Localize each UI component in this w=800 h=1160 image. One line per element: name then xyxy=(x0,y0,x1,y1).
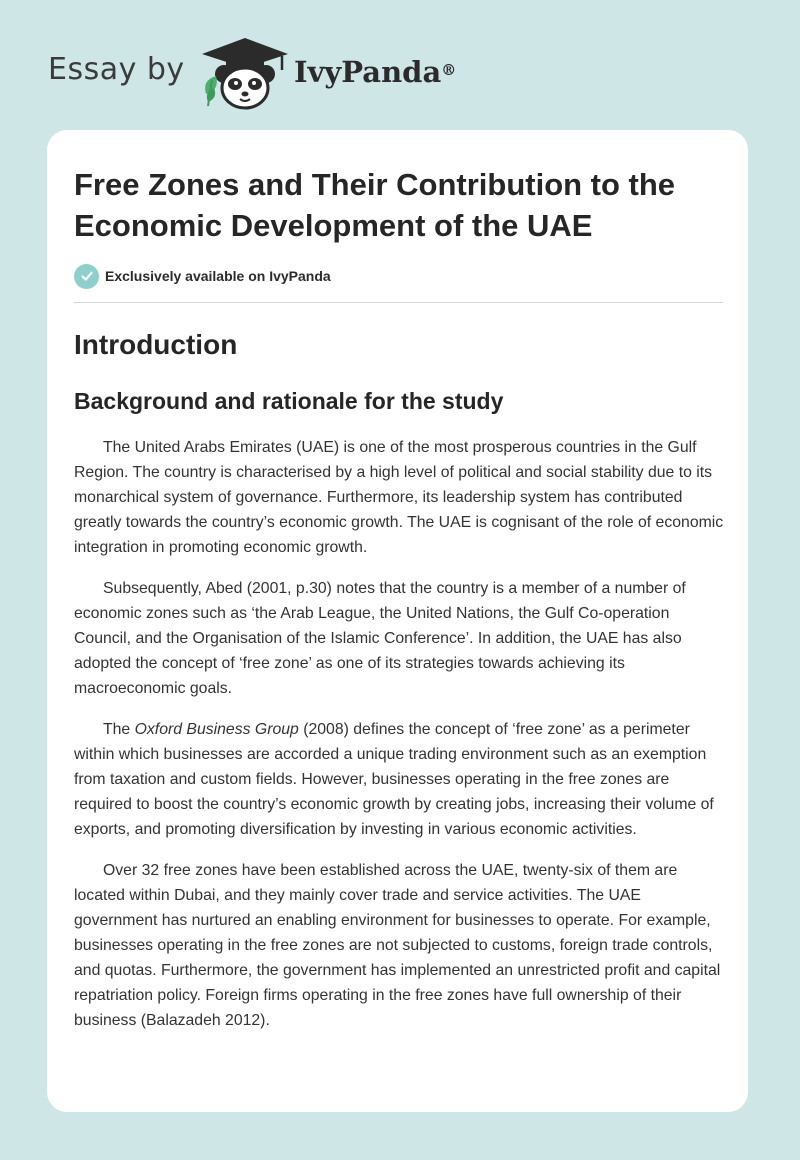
article-card xyxy=(47,130,748,1112)
paragraph-3-rest: (2008) defines the concept of ‘free zone’ as a perimeter within which businesses are accorded a unique trading environment such as an exemption from taxation and custom fields. However, businesses operating in the free zones are required to boost the country’s economic growth by creating jobs, increasing their volume of exports, and promoting diversification by investing in various economic activities. xyxy=(74,721,714,838)
registered-mark: ® xyxy=(441,61,457,79)
source-title: Oxford Business Group xyxy=(134,721,299,738)
article-title: Free Zones and Their Contribution to the Economic Development of the UAE xyxy=(74,167,676,243)
essay-by-label: Essay by xyxy=(48,52,185,87)
subsection-heading-background: Background and rationale for the study xyxy=(74,388,504,414)
paragraph-4: Over 32 free zones have been established across the UAE, twenty-six of them are located within Dubai, and they mainly cover trade and service activities. The UAE government has nurtured an enabling environment for businesses to operate. For example, businesses operating in the free zones are not subjected to customs, foreign trade controls, and quotas. Furthermore, the government has implemented an unrestricted profit and capital repatriation policy. Foreign firms operating in the free zones have full ownership of their business (Balazadeh 2012). xyxy=(74,862,721,1029)
exclusive-badge xyxy=(74,263,331,289)
article-body xyxy=(74,435,726,1049)
paragraph-2: Subsequently, Abed (2001, p.30) notes that the country is a member of a number of economic zones such as ‘the Arab League, the United Nations, the Gulf Co-operation Council, and the Organisation of the Islamic Conference’. In addition, the UAE has also adopted the concept of ‘free zone’ as one of its strategies towards achieving its macroeconomic goals. xyxy=(74,580,686,697)
paragraph-3-lead: The xyxy=(103,721,131,738)
brand-label: IvyPanda xyxy=(294,55,442,89)
site-header xyxy=(0,0,800,130)
checkmark-icon xyxy=(74,264,99,289)
section-heading-introduction: Introduction xyxy=(74,329,238,360)
paragraph-1: The United Arabs Emirates (UAE) is one of the most prosperous countries in the Gulf Region. The country is characterised by a high level of political and social stability due to its monarchical system of governance. Furthermore, its leadership system has contributed greatly towards the country’s economic growth. The UAE is cognisant of the role of economic integration in promoting economic growth. xyxy=(74,439,724,556)
divider xyxy=(74,302,723,303)
exclusive-badge-label: Exclusively available on IvyPanda xyxy=(105,268,331,284)
paragraph-3 xyxy=(74,717,726,842)
panda-logo-icon[interactable] xyxy=(200,36,290,110)
brand-name[interactable] xyxy=(294,52,456,92)
